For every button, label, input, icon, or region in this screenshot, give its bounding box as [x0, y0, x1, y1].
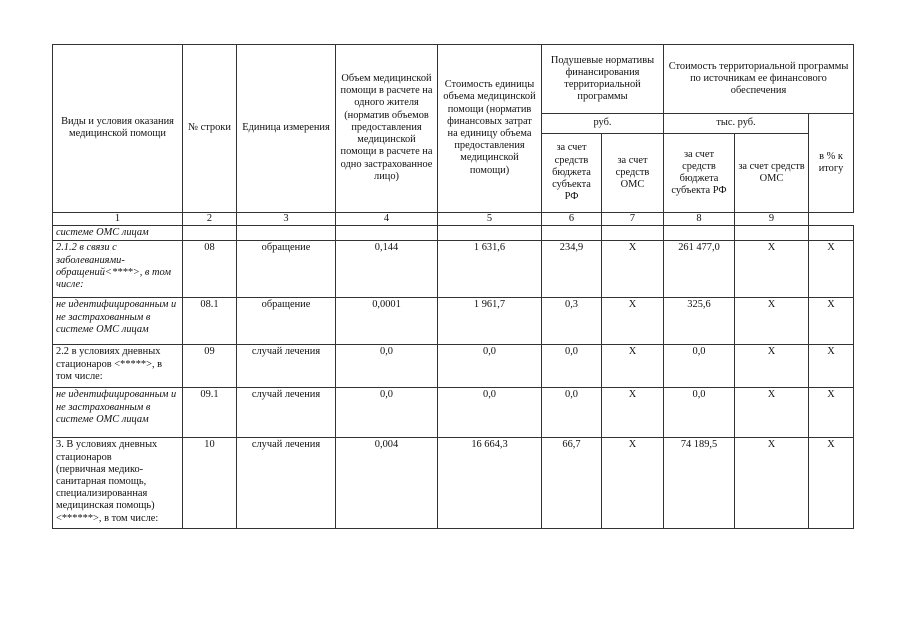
header-unit-thousand-rub: тыс. руб. — [664, 114, 809, 134]
column-number: 3 — [237, 213, 336, 226]
row-volume: 0,0001 — [336, 298, 438, 345]
row-total-budget: 0,0 — [664, 345, 735, 388]
row-label: не идентифицированным и не застрахованным в системе ОМС лицам — [53, 298, 183, 345]
header-program-cost: Стоимость территориальной программы по источникам ее финансового обеспечения — [664, 45, 854, 114]
row-line-number — [183, 226, 237, 241]
header-unit-rub: руб. — [542, 114, 664, 134]
header-percent-total: в % к итогу — [809, 114, 854, 213]
column-number: 2 — [183, 213, 237, 226]
column-number-row — [53, 213, 854, 226]
row-norm-oms — [602, 226, 664, 241]
row-line-number: 08.1 — [183, 298, 237, 345]
row-total-oms: X — [735, 345, 809, 388]
row-unit-cost: 16 664,3 — [438, 438, 542, 529]
row-unit-cost: 1 631,6 — [438, 241, 542, 298]
row-percent: X — [809, 241, 854, 298]
row-percent: X — [809, 438, 854, 529]
row-volume: 0,004 — [336, 438, 438, 529]
header-budget-thousand-rub: за счет средств бюджета субъекта РФ — [664, 134, 735, 213]
column-number: 4 — [336, 213, 438, 226]
row-label: 2.2 в условиях дневных стационаров <*****>, в том числе: — [53, 345, 183, 388]
row-norm-oms: X — [602, 438, 664, 529]
row-total-budget — [664, 226, 735, 241]
row-unit-cost: 0,0 — [438, 388, 542, 438]
header-care-types: Виды и условия оказания медицинской помощи — [53, 45, 183, 213]
row-line-number: 09.1 — [183, 388, 237, 438]
medical-care-cost-table — [52, 44, 854, 529]
column-number: 9 — [735, 213, 809, 226]
row-label: системе ОМС лицам — [53, 226, 183, 241]
header-per-capita-norms: Подушевые нормативы финансирования территориальной программы — [542, 45, 664, 114]
row-total-oms: X — [735, 298, 809, 345]
row-unit: обращение — [237, 298, 336, 345]
row-norm-budget: 0,0 — [542, 345, 602, 388]
row-volume: 0,144 — [336, 241, 438, 298]
row-percent — [809, 226, 854, 241]
row-percent: X — [809, 345, 854, 388]
row-volume: 0,0 — [336, 388, 438, 438]
row-line-number: 08 — [183, 241, 237, 298]
row-unit-cost: 1 961,7 — [438, 298, 542, 345]
row-volume — [336, 226, 438, 241]
row-label: 2.1.2 в связи с заболеваниями-обращений<****>, в том числе: — [53, 241, 183, 298]
row-percent: X — [809, 298, 854, 345]
row-total-oms: X — [735, 241, 809, 298]
table-row — [53, 345, 854, 388]
table-row — [53, 241, 854, 298]
row-norm-oms: X — [602, 345, 664, 388]
column-number: 6 — [542, 213, 602, 226]
header-unit: Единица измерения — [237, 45, 336, 213]
row-unit — [237, 226, 336, 241]
table-row — [53, 226, 854, 241]
row-norm-budget: 66,7 — [542, 438, 602, 529]
row-total-budget: 325,6 — [664, 298, 735, 345]
row-unit: случай лечения — [237, 438, 336, 529]
row-total-oms: X — [735, 388, 809, 438]
row-total-oms — [735, 226, 809, 241]
row-unit-cost: 0,0 — [438, 345, 542, 388]
row-total-budget: 261 477,0 — [664, 241, 735, 298]
row-norm-budget: 0,3 — [542, 298, 602, 345]
row-unit: случай лечения — [237, 388, 336, 438]
row-norm-budget: 234,9 — [542, 241, 602, 298]
header-line-number: № строки — [183, 45, 237, 213]
table-row — [53, 298, 854, 345]
row-norm-budget: 0,0 — [542, 388, 602, 438]
row-label: 3. В условиях дневных стационаров (первичная медико-санитарная помощь, специализированная медицинская помощь) <******>, в том числе: — [53, 438, 183, 529]
header-oms-rub: за счет средств ОМС — [602, 134, 664, 213]
row-norm-oms: X — [602, 388, 664, 438]
row-total-budget: 74 189,5 — [664, 438, 735, 529]
row-unit: случай лечения — [237, 345, 336, 388]
table-row — [53, 438, 854, 529]
header-unit-cost: Стоимость единицы объема медицинской помощи (норматив финансовых затрат на единицу объема предоставления медицинской помощи) — [438, 45, 542, 213]
row-norm-oms: X — [602, 298, 664, 345]
header-oms-thousand-rub: за счет средств ОМС — [735, 134, 809, 213]
row-unit: обращение — [237, 241, 336, 298]
row-norm-budget — [542, 226, 602, 241]
row-total-oms: X — [735, 438, 809, 529]
row-line-number: 10 — [183, 438, 237, 529]
column-number: 5 — [438, 213, 542, 226]
row-line-number: 09 — [183, 345, 237, 388]
row-label: не идентифицированным и не застрахованным в системе ОМС лицам — [53, 388, 183, 438]
row-percent: X — [809, 388, 854, 438]
header-volume: Объем медицинской помощи в расчете на одного жителя (норматив объемов предоставления медицинской помощи в расчете на одно застрахованное лицо) — [336, 45, 438, 213]
row-norm-oms: X — [602, 241, 664, 298]
row-unit-cost — [438, 226, 542, 241]
row-total-budget: 0,0 — [664, 388, 735, 438]
table-row — [53, 388, 854, 438]
column-number: 7 — [602, 213, 664, 226]
column-number: 1 — [53, 213, 183, 226]
row-volume: 0,0 — [336, 345, 438, 388]
column-number: 8 — [664, 213, 735, 226]
header-budget-rub: за счет средств бюджета субъекта РФ — [542, 134, 602, 213]
